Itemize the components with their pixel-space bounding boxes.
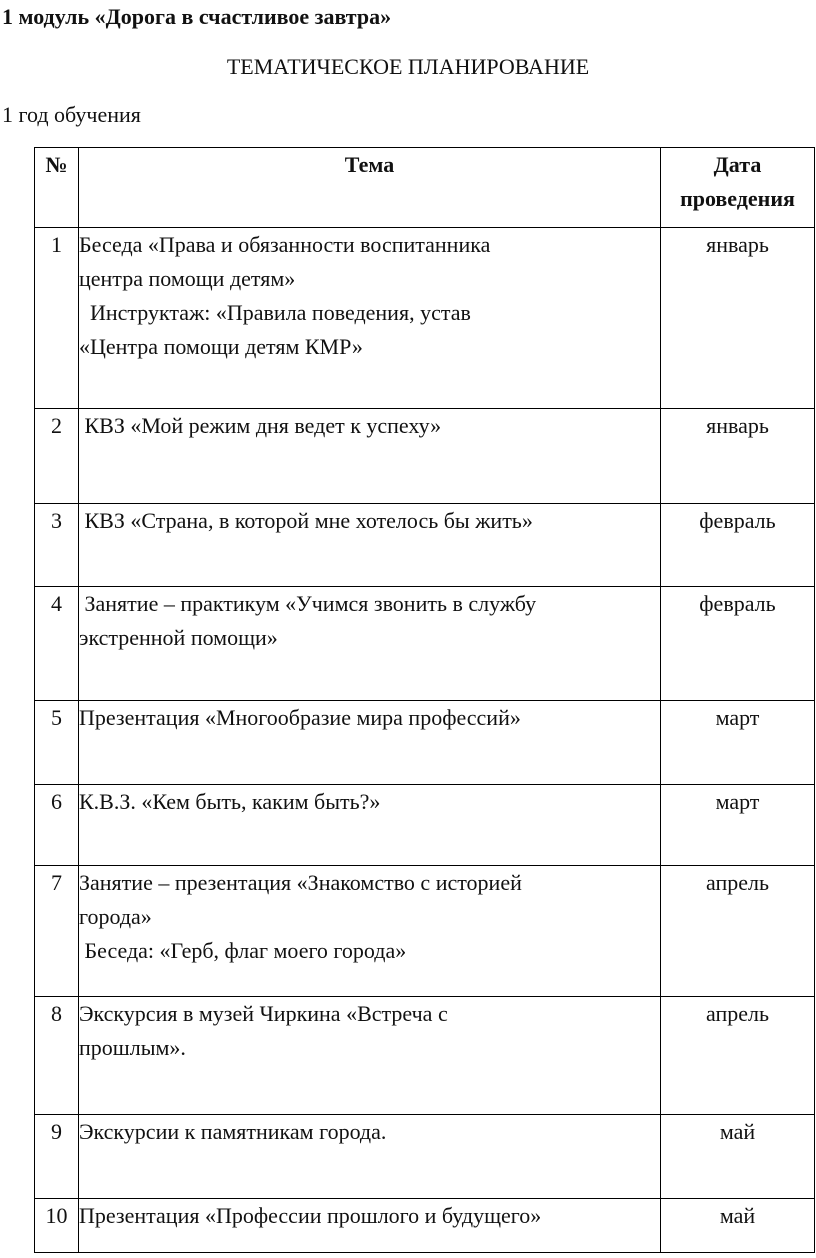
row-topic <box>79 1115 661 1199</box>
topic-line: экстренной помощи» <box>79 625 278 650</box>
table-row <box>35 785 815 866</box>
module-title: 1 модуль «Дорога в счастливое завтра» <box>2 4 392 29</box>
topic-line: КВЗ «Страна, в которой мне хотелось бы жить» <box>79 508 533 533</box>
row-number: 2 <box>35 409 79 504</box>
row-number: 6 <box>35 785 79 866</box>
row-topic <box>79 866 661 997</box>
row-date: март <box>661 785 815 866</box>
row-topic <box>79 701 661 785</box>
year-label: 1 год обучения <box>2 102 141 127</box>
topic-line: Занятие – практикум «Учимся звонить в службу <box>79 591 537 616</box>
topic-line: Экскурсия в музей Чиркина «Встреча с <box>79 1001 448 1026</box>
table-row <box>35 228 815 409</box>
row-number: 3 <box>35 504 79 587</box>
header-date <box>661 148 815 228</box>
row-date: февраль <box>661 504 815 587</box>
topic-line: Беседа «Права и обязанности воспитанника <box>79 232 491 257</box>
row-date: май <box>661 1199 815 1253</box>
topic-line: прошлым». <box>79 1035 186 1060</box>
table-row <box>35 1115 815 1199</box>
topic-line: центра помощи детям» <box>79 266 296 291</box>
planning-table <box>34 147 815 1253</box>
table-row <box>35 997 815 1115</box>
topic-line: Беседа: «Герб, флаг моего города» <box>79 938 407 963</box>
topic-line: «Центра помощи детям КМР» <box>79 334 363 359</box>
row-date: январь <box>661 409 815 504</box>
table-row <box>35 1199 815 1253</box>
row-topic <box>79 997 661 1115</box>
topic-line: города» <box>79 904 152 929</box>
row-date: май <box>661 1115 815 1199</box>
header-date-line2: проведения <box>680 186 795 211</box>
row-date: январь <box>661 228 815 409</box>
header-number: № <box>35 148 79 228</box>
row-date: апрель <box>661 866 815 997</box>
row-topic <box>79 228 661 409</box>
row-date: апрель <box>661 997 815 1115</box>
row-date: март <box>661 701 815 785</box>
row-number: 7 <box>35 866 79 997</box>
table-row <box>35 701 815 785</box>
table-row <box>35 587 815 701</box>
header-date-line1: Дата <box>713 152 762 177</box>
topic-line: Занятие – презентация «Знакомство с историей <box>79 870 522 895</box>
topic-line: Презентация «Многообразие мира профессий» <box>79 705 521 730</box>
row-topic <box>79 409 661 504</box>
topic-line: Инструктаж: «Правила поведения, устав <box>79 300 471 325</box>
topic-line: КВЗ «Мой режим дня ведет к успеху» <box>79 413 442 438</box>
row-number: 1 <box>35 228 79 409</box>
topic-line: К.В.З. «Кем быть, каким быть?» <box>79 789 381 814</box>
row-topic <box>79 785 661 866</box>
table-row <box>35 409 815 504</box>
topic-line: Экскурсии к памятникам города. <box>79 1119 387 1144</box>
row-number: 8 <box>35 997 79 1115</box>
row-topic <box>79 587 661 701</box>
page-title: ТЕМАТИЧЕСКОЕ ПЛАНИРОВАНИЕ <box>226 54 590 79</box>
table-row <box>35 504 815 587</box>
table-row <box>35 866 815 997</box>
row-number: 5 <box>35 701 79 785</box>
header-topic: Тема <box>79 148 661 228</box>
topic-line: Презентация «Профессии прошлого и будущего» <box>79 1203 542 1228</box>
row-topic <box>79 1199 661 1253</box>
row-date: февраль <box>661 587 815 701</box>
row-topic <box>79 504 661 587</box>
row-number: 10 <box>35 1199 79 1253</box>
table-header-row <box>35 148 815 228</box>
row-number: 9 <box>35 1115 79 1199</box>
row-number: 4 <box>35 587 79 701</box>
